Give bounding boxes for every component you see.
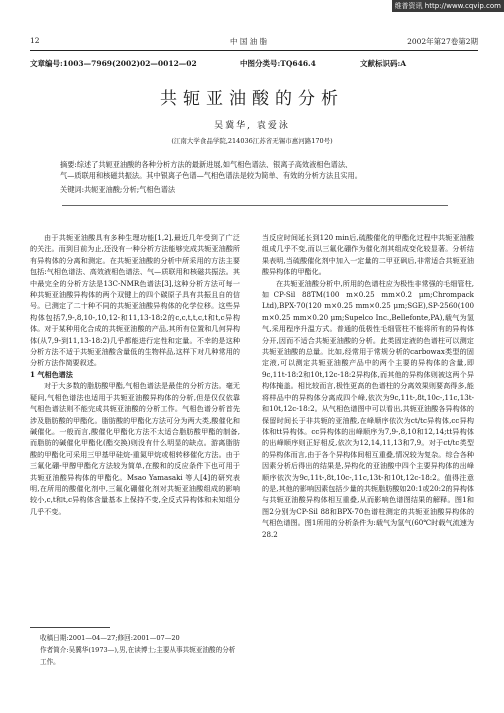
author-bio: 作者简介:吴冀华(1973—),男,在读博士;主要从事共轭亚油酸的分析工作。 [40, 646, 236, 666]
header-rule [30, 50, 478, 51]
article-title: 共轭亚油酸的分析 [160, 89, 344, 109]
authors: 吴冀华, 袁爱泳 [214, 121, 290, 131]
right-column [262, 232, 474, 540]
page-number: 12 [30, 36, 40, 45]
keywords: 关键词:共轭亚油酸;分析;气相色谱法 [60, 185, 176, 194]
footnote-rule [30, 627, 110, 628]
abstract-line: 气—质联用和核磁共振法。其中银离子色谱—气相色谱法是较为简单、有效的分析方法且实用。 [60, 171, 362, 180]
clc-number: 中图分类号:TQ646.4 [240, 59, 316, 68]
paragraph: 在共轭亚油酸分析中,所用的色谱柱应为极性非常强的毛细管柱,如CP-Sil 88TM(100 m×0.25 mm×0.2 μm;Chrompack Ltd),BPX-70(120 m×0.25 mm×0.25 μm;SGE),SP-2560(100 m×0.25 mm×0.20 μm;Supelco Inc.,Bellefonte,PA),载气为氢气,采用程序升温方式。普通的低极性毛细管柱不能将所有的异构体分开,因而不适合共轭亚油酸的分析。此类固定液的色谱柱可以测定共轭亚油酸的总量。比如,经常用于常规分析的carbowax类型的固定液,可以测定共轭亚油酸产品中的两个主要的异构体的含量,即9c,11t-18:2和10t,12c-18:2异构体,而其他的异构体则被这两个异构体掩盖。相比较而言,极性更高的色谱柱的分离效果则要高得多,能将样品中的异构体分离成四个峰,依次为9c,11t-,8t,10c-,11c,13t-和10t,12c-18:2。从气相色谱图中可以看出,共轭亚油酸各异构体的保留时间长于非共轭的亚油酸,在峰顺序依次为ct/tc异构体,cc异构体和tt异构体。cc异构体的出峰顺序为7,9-,8,10和12,14;tt异构体的出峰顺序则正好相反,依次为12,14,11,13和7,9。对于ct/tc类型的异构体而言,由于各个异构体间相互重叠,情况较为复杂。综合各种因素分析后得出的结果是,异构化的亚油酸中四个主要异构体的出峰顺序依次为9c,11t-,8t,10c-,11c,13t-和10t,12c-18:2。值得注意的是,其他的影响因素包括少量的共轭脂肪酸如20:1或20:2的异构体与共轭亚油酸异构体相互重叠,从而影响色谱图结果的解释。图1和图2分别为CP-Sil 88和BPX-70色谱柱测定的共轭亚油酸异构体的气相色谱图。图1所用的分析条件为:载气为氢气(60℃时载气流速为28.2 [262, 278, 474, 539]
received-date: 收稿日期:2001—04—27;修回:2001—07—20 [40, 634, 180, 642]
paragraph: 由于共轭亚油酸具有多种生理功能[1,2],最近几年受到了广泛的关注。而到目前为止,还没有一种分析方法能够完成共轭亚油酸所有异构体的分离和测定。在共轭亚油酸的分析中所采用的方法主要包括:气相色谱法、高效液相色谱法、气—质联用和核磁共振法。其中最完全的分析方法是13C-NMR色谱法[3],这种分析方法可每一种共轭亚油酸异构体的两个双键上的四个碳原子具有共振且自的信号。已测定了二十种不同的共轭亚油酸异构体的化学位移。这些异构体包括7,9-,8,10-,10,12-和11,13-18:2的c,c,t,t,c,t和t,c异构体。对于某种用化合成的共轭亚油酸的产品,其所有位置和几何异构体(从7,9-到11,13-18:2)几乎都能进行定性和定量。不幸的是这种分析方法不适于共轭亚油酸含量低的生物样品,这样下对几种常用的分析方法作简要叙述。 [30, 233, 240, 368]
paragraph: 对于大多数的脂肪酸甲酯,气相色谱法是最佳的分析方法。毫无疑问,气相色谱法也适用于共轭亚油酸异构体的分析,但是仅仅依靠气相色谱法则不能完成共轭亚油酸的分析工作。气相色谱分析首先涉及脂肪酸的甲酯化。脂肪酸的甲酯化方法可分为两大类,酸催化和碱催化。一般而言,酸催化甲酯化方法不太适合脂肪酸甲酯的制备,而脂肪的碱催化甲酯化(酯交换)则没有什么明显的缺点。游离脂肪酸的甲酯化可采用三甲基甲硅烷-重氮甲烷或相转移催化方法。由于三氟化硼-甲醇甲酯化方法较为简单,在酸和的反应条件下也可用于共轭亚油酸异构体的甲酯化。Msao Yamasaki 等人[4]的研究表明,在所用的酸催化剂中,三氟化硼催化剂对共轭亚油酸组成的影响较小,c,t和t,c异构体含量基本上保持不变,全反式异构体和未知组分几乎不变。 [30, 381, 240, 516]
issue-info: 2002年第27卷第2期 [407, 37, 478, 46]
abstract-line: 摘要:综述了共轭亚油酸的各种分析方法的最新进展,如气相色谱法、银离子高效液相色谱法、 [60, 160, 353, 169]
running-header [30, 36, 478, 48]
paragraph: 当反应时间延长到120 min后,硫酸催化的甲酯化过程中共轭亚油酸组成几乎不变,而以三氟化硼作为催化剂其组成变化较显著。分析结果表明,当硫酸催化剂中加入一定量的二甲亚砜后,非常适合共轭亚油酸异构体的甲酯化。 [262, 233, 474, 277]
source-stamp: 维普资讯 http://www.cqvip.com [392, 0, 504, 12]
document-code: 文献标识码:A [360, 59, 407, 68]
left-column [30, 232, 240, 517]
section-heading: 1 气相色谱法 [30, 369, 73, 379]
abstract-rule [62, 205, 448, 206]
abstract [60, 158, 450, 182]
footnotes [40, 632, 240, 668]
affiliation: (江南大学食品学院,214036江苏省无锡市惠河路170号) [171, 137, 333, 145]
journal-name: 中 国 油 脂 [230, 37, 268, 46]
article-number: 文章编号:1003—7969(2002)02—0012—02 [30, 59, 197, 68]
